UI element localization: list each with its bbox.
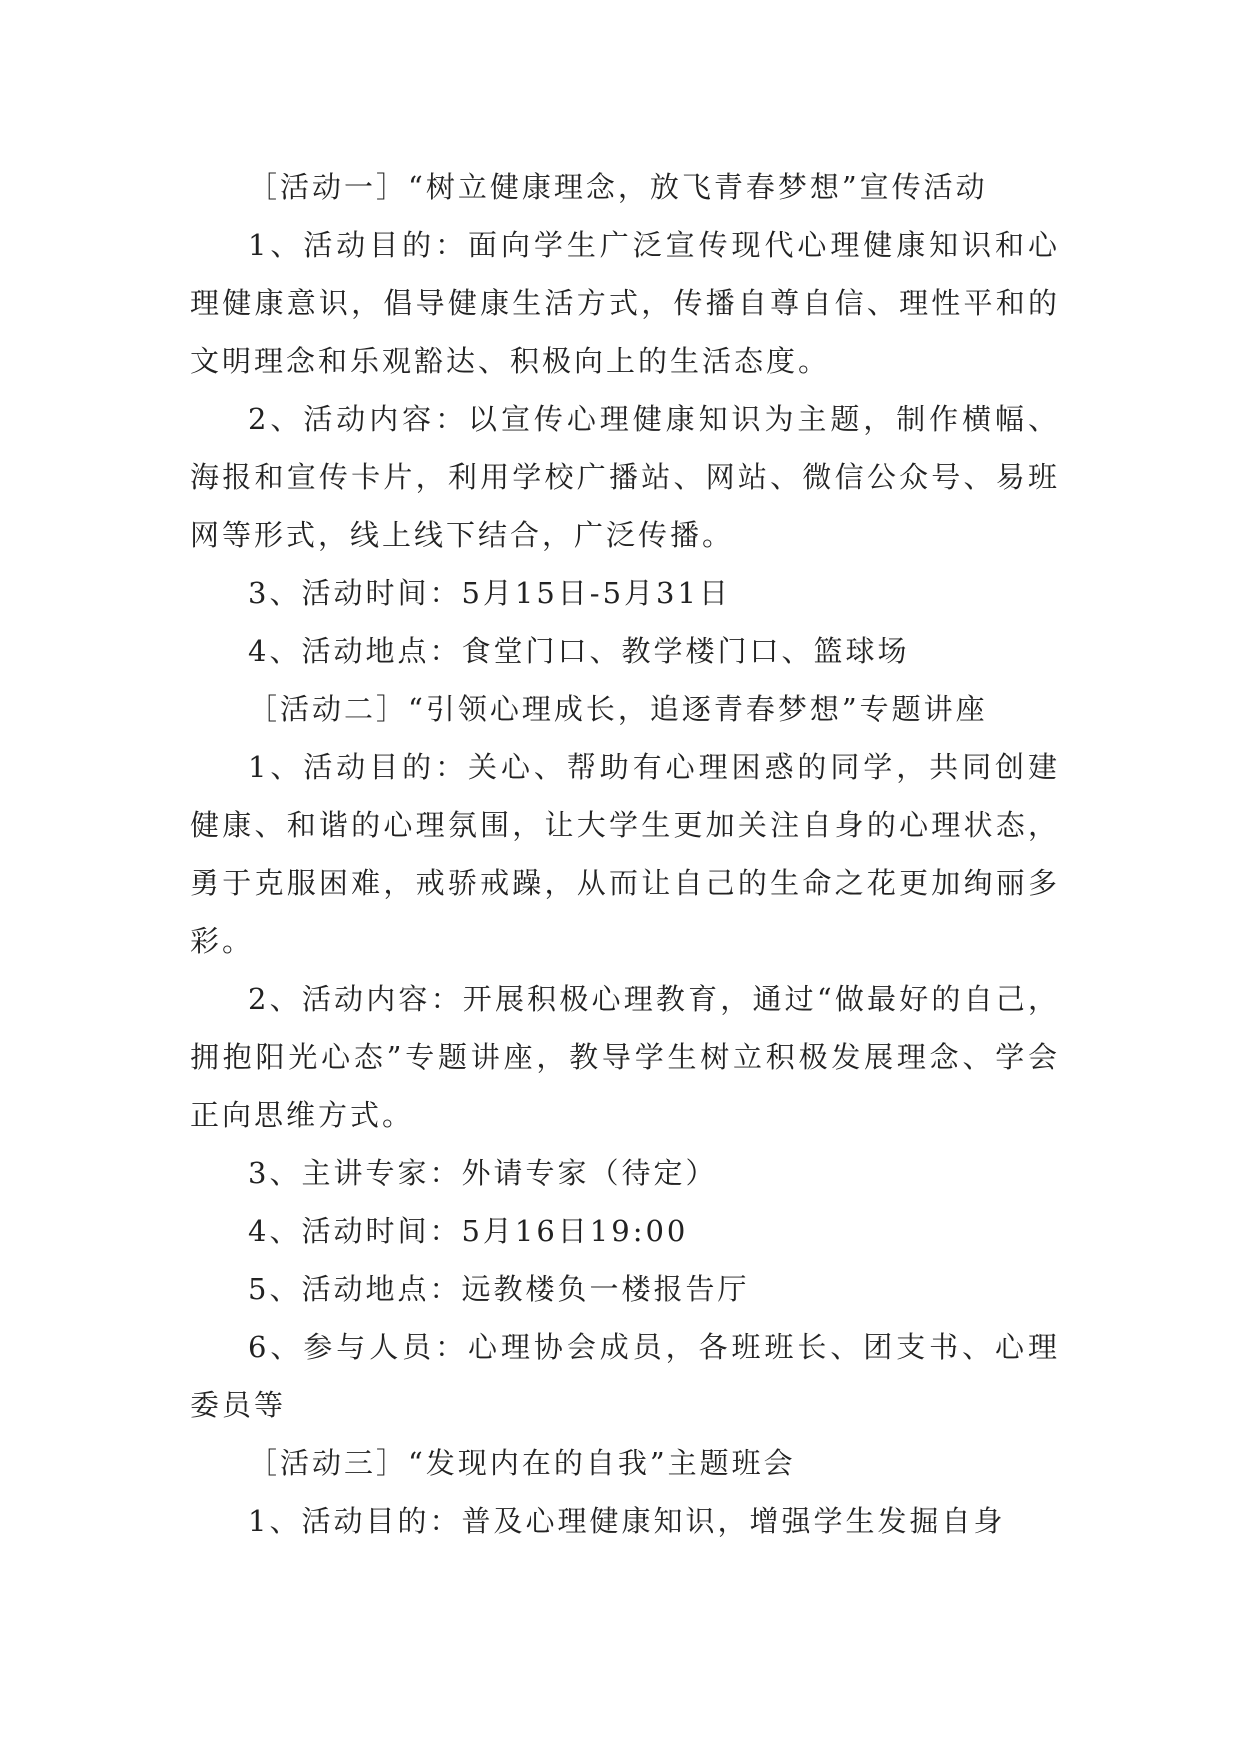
- paragraph-purpose: 1、活动目的：普及心理健康知识，增强学生发掘自身: [248, 1504, 1006, 1538]
- section-heading-activity-3: ［活动三］“发现内在的自我”主题班会: [248, 1446, 796, 1480]
- paragraph-participants: 6、参与人员：心理协会成员，各班班长、团支书、心理委员等: [190, 1330, 1060, 1422]
- paragraph-location: 5、活动地点：远教楼负一楼报告厅: [248, 1272, 750, 1306]
- paragraph-content: 2、活动内容：开展积极心理教育，通过“做最好的自己，拥抱阳光心态”专题讲座，教导学生树立积极发展理念、学会正向思维方式。: [190, 982, 1060, 1132]
- paragraph-purpose: 1、活动目的：关心、帮助有心理困惑的同学，共同创建健康、和谐的心理氛围，让大学生更加关注自身的心理状态，勇于克服困难，戒骄戒躁，从而让自己的生命之花更加绚丽多彩。: [190, 750, 1060, 958]
- paragraph-content: 2、活动内容：以宣传心理健康知识为主题，制作横幅、海报和宣传卡片，利用学校广播站、网站、微信公众号、易班网等形式，线上线下结合，广泛传播。: [190, 402, 1060, 552]
- document-body: [190, 158, 1060, 1550]
- paragraph-location: 4、活动地点：食堂门口、教学楼门口、篮球场: [248, 634, 910, 668]
- paragraph-time: 4、活动时间：5月16日19:00: [248, 1214, 689, 1248]
- paragraph-speaker: 3、主讲专家：外请专家（待定）: [248, 1156, 718, 1190]
- section-heading-activity-1: ［活动一］“树立健康理念，放飞青春梦想”宣传活动: [248, 170, 988, 204]
- paragraph-time: 3、活动时间：5月15日-5月31日: [248, 576, 731, 610]
- paragraph-purpose: 1、活动目的：面向学生广泛宣传现代心理健康知识和心理健康意识，倡导健康生活方式，传播自尊自信、理性平和的文明理念和乐观豁达、积极向上的生活态度。: [190, 228, 1060, 378]
- section-heading-activity-2: ［活动二］“引领心理成长，追逐青春梦想”专题讲座: [248, 692, 988, 726]
